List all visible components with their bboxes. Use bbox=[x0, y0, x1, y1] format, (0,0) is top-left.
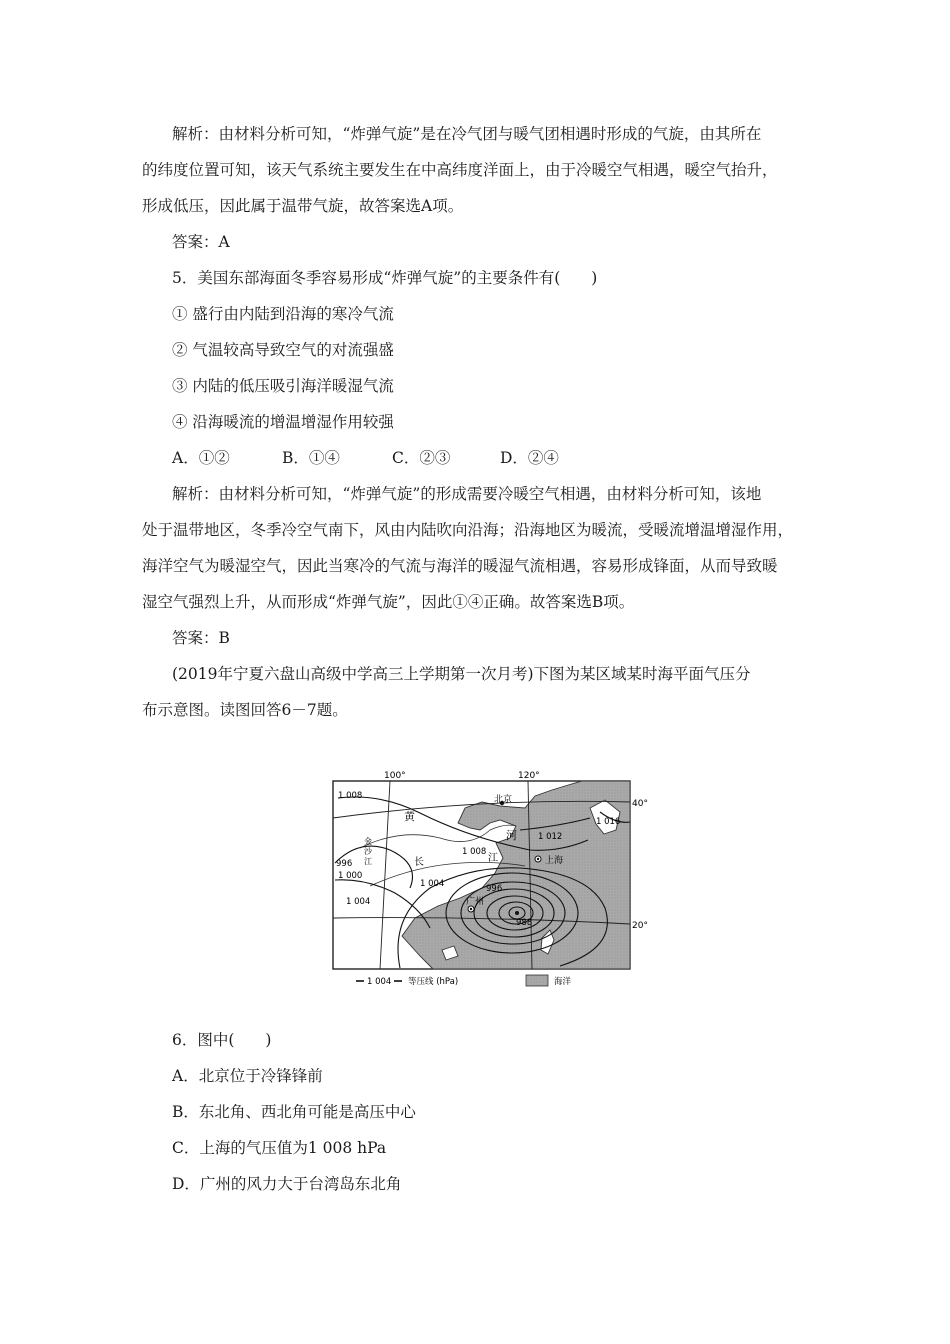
label-river-jiang: 江 bbox=[488, 853, 498, 864]
label-isobar-988: 988 bbox=[516, 918, 533, 928]
analysis-4-line-3: 形成低压，因此属于温带气旋，故答案选A项。 bbox=[142, 197, 464, 215]
label-isobar-996: 996 bbox=[486, 884, 503, 894]
legend-isobar-value: 1 004 bbox=[367, 977, 392, 987]
label-isobar-1016: 1 016 bbox=[596, 817, 621, 827]
cyclone-center bbox=[515, 911, 519, 915]
label-shanghai: 上海 bbox=[545, 856, 564, 866]
question-5-item-2: ② 气温较高导致空气的对流强盛 bbox=[172, 341, 394, 359]
label-guangzhou: 广州 bbox=[466, 897, 485, 907]
question-6-option-b: B．东北角、西北角可能是高压中心 bbox=[172, 1103, 416, 1121]
analysis-4-line-1: 解析：由材料分析可知，“炸弹气旋”是在冷气团与暖气团相遇时形成的气旋，由其所在 bbox=[172, 125, 762, 143]
analysis-4-line-2: 的纬度位置可知，该天气系统主要发生在中高纬度洋面上，由于冷暖空气相遇，暖空气抬升， bbox=[142, 161, 778, 179]
label-isobar-1008-nw: 1 008 bbox=[338, 791, 363, 801]
intro-line-2: 布示意图。读图回答6－7题。 bbox=[142, 701, 348, 719]
label-isobar-1008: 1 008 bbox=[462, 847, 487, 857]
label-jinsha-1: 金 bbox=[364, 837, 372, 846]
map-legend bbox=[356, 975, 572, 987]
legend-isobar-label: 等压线 (hPa) bbox=[408, 977, 459, 987]
label-jinsha-2: 沙 bbox=[364, 847, 372, 856]
label-jinsha-3: 江 bbox=[364, 857, 372, 866]
label-lat-40: 40° bbox=[632, 799, 648, 809]
option-c: C．②③ bbox=[392, 449, 451, 467]
label-river-huang: 黄 bbox=[404, 810, 415, 823]
label-river-chang: 长 bbox=[414, 857, 424, 868]
question-6-stem: 6．图中( ) bbox=[172, 1031, 272, 1049]
question-6-option-d: D．广州的风力大于台湾岛东北角 bbox=[172, 1175, 402, 1193]
answer-5: 答案：B bbox=[172, 629, 230, 647]
question-5-item-3: ③ 内陆的低压吸引海洋暖湿气流 bbox=[172, 377, 394, 395]
label-isobar-1004-west: 1 004 bbox=[346, 897, 371, 907]
label-lon-120: 120° bbox=[518, 771, 540, 781]
intro-line-1: (2019年宁夏六盘山高级中学高三上学期第一次月考)下图为某区域某时海平面气压分 bbox=[172, 665, 751, 683]
label-beijing: 北京 bbox=[494, 795, 513, 805]
analysis-5-line-3: 海洋空气为暖湿空气，因此当寒冷的气流与海洋的暖湿气流相遇，容易形成锋面，从而导致暖 bbox=[142, 557, 778, 575]
option-b: B．①④ bbox=[282, 449, 340, 467]
question-6-option-a: A．北京位于冷锋锋前 bbox=[172, 1067, 323, 1085]
answer-4: 答案：A bbox=[172, 233, 230, 251]
question-5-item-4: ④ 沿海暖流的增温增湿作用较强 bbox=[172, 413, 394, 431]
label-lon-100: 100° bbox=[384, 771, 406, 781]
label-river-he: 河 bbox=[506, 829, 517, 842]
label-isobar-1012: 1 012 bbox=[538, 832, 563, 842]
option-a: A．①② bbox=[172, 449, 230, 467]
question-5-item-1: ① 盛行由内陆到沿海的寒冷气流 bbox=[172, 305, 394, 323]
question-6-option-c: C．上海的气压值为1 008 hPa bbox=[172, 1139, 387, 1157]
sea-level-pressure-map bbox=[320, 768, 648, 990]
analysis-5-line-1: 解析：由材料分析可知，“炸弹气旋”的形成需要冷暖空气相遇，由材料分析可知，该地 bbox=[172, 485, 762, 503]
legend-ocean-swatch bbox=[526, 975, 548, 986]
label-lat-20: 20° bbox=[632, 921, 648, 931]
label-isobar-1000: 1 000 bbox=[338, 871, 363, 881]
question-5-stem: 5．美国东部海面冬季容易形成“炸弹气旋”的主要条件有( ) bbox=[172, 269, 598, 287]
analysis-5-line-2: 处于温带地区，冬季冷空气南下，风由内陆吹向沿海；沿海地区为暖流，受暖流增温增湿作用， bbox=[142, 521, 794, 539]
label-isobar-1004-center: 1 004 bbox=[420, 879, 445, 889]
question-5-options bbox=[172, 440, 559, 476]
analysis-5-line-4: 湿空气强烈上升，从而形成“炸弹气旋”，因此①④正确。故答案选B项。 bbox=[142, 593, 635, 611]
option-d: D．②④ bbox=[500, 449, 559, 467]
legend-ocean-label: 海洋 bbox=[554, 977, 572, 987]
label-isobar-996-west: 996 bbox=[336, 859, 353, 869]
